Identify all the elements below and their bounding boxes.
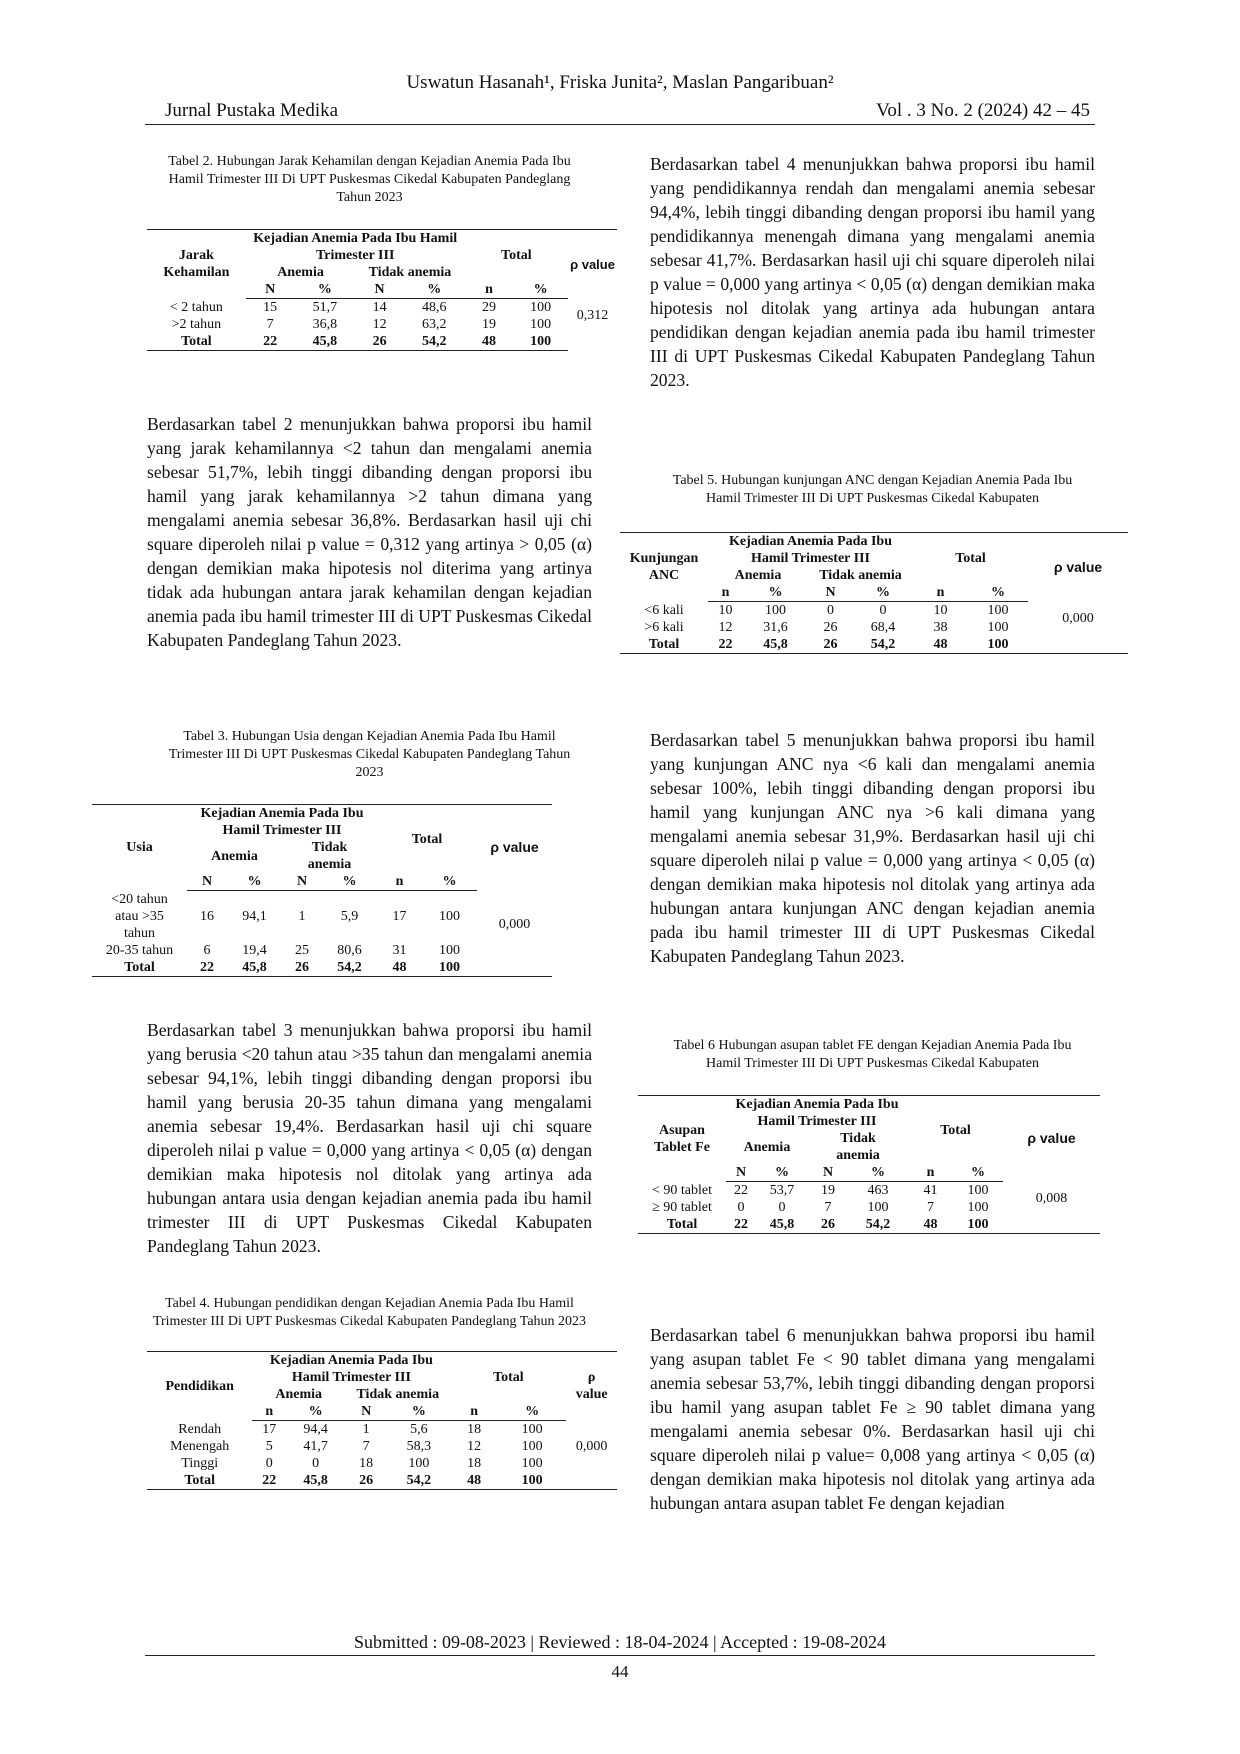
cell: 54,2	[387, 1472, 450, 1490]
cell: 100	[439, 908, 460, 924]
row-label: Total	[620, 636, 708, 654]
table-row-total	[147, 333, 617, 351]
table5	[620, 532, 1128, 654]
cell: 22	[734, 1183, 748, 1198]
table2-total-header: Total	[465, 230, 568, 282]
cell: 100	[530, 317, 552, 332]
table5-unit: %	[853, 584, 913, 602]
row-label: < 90 tablet	[652, 1182, 712, 1198]
cell: 54,2	[848, 1216, 908, 1234]
row-label: >2 tahun	[171, 317, 222, 332]
table3-tidak-header: Tidak anemia	[307, 840, 352, 872]
cell: 7	[266, 317, 274, 332]
cell: 100	[765, 603, 786, 618]
row-label: 20-35 tahun	[105, 942, 174, 958]
table6-p: 0,008	[1035, 1191, 1068, 1207]
row-label: < 2 tahun	[169, 299, 223, 315]
table5-block	[629, 472, 1103, 654]
table4-pvalue-header: ρ value	[566, 1352, 617, 1421]
cell: 0	[778, 1200, 786, 1215]
table5-pvalue-header: ρ value	[1028, 533, 1128, 602]
table5-unit: %	[968, 584, 1028, 602]
cell: 68,4	[870, 620, 896, 635]
table4-p: 0,000	[575, 1438, 608, 1454]
table3-unit: %	[322, 873, 377, 891]
cell: 5,6	[410, 1422, 428, 1437]
cell: 19	[821, 1183, 835, 1198]
cell: 0	[737, 1200, 745, 1215]
cell: 12	[372, 317, 387, 332]
cell: 19	[481, 317, 496, 332]
row-label: Total	[92, 959, 187, 977]
volume-info: Vol . 3 No. 2 (2024) 42 – 45	[876, 100, 1090, 121]
table-row	[147, 1438, 617, 1455]
table-row-total	[638, 1216, 1100, 1234]
table2-unit: %	[404, 281, 465, 299]
table6	[638, 1095, 1100, 1234]
cell: 0	[265, 1456, 273, 1471]
table6-var-header: Asupan Tablet Fe	[638, 1096, 726, 1182]
paragraph-6: Berdasarkan tabel 6 menunjukkan bahwa proporsi ibu hamil yang asupan tablet Fe < 90 tablet dimana yang mengalami anemia sebesar 53,7%, lebih tinggi dibanding dengan proporsi ibu hamil yang asupan tablet Fe ≥ 90 tablet dimana yang mengalami anemia sebesar 0%. Berdasarkan hasil uji chi square diperoleh nilai p value= 0,008 yang artinya < 0,05 (α) dengan demikian maka hipotesis nol ditolak yang artinya ada hubungan antara asupan tablet Fe dengan kejadian	[650, 1325, 1095, 1513]
table5-total-header: Total	[913, 533, 1028, 585]
table4-caption: Tabel 4. Hubungan pendidikan dengan Kejadian Anemia Pada Ibu Hamil Trimester III Di UPT Puskesmas Cikedal Kabupaten Pandeglang Tahun 2023	[152, 1296, 587, 1329]
page-number: 44	[611, 1662, 629, 1681]
cell: 54,2	[853, 636, 913, 654]
table-row	[92, 891, 552, 942]
cell: 53,7	[769, 1183, 795, 1198]
table4-unit: %	[498, 1403, 566, 1421]
cell: 48	[465, 333, 514, 351]
cell: 10	[718, 603, 733, 618]
cell: 16	[200, 908, 214, 924]
cell: 12	[467, 1439, 482, 1454]
cell: 45,8	[743, 636, 808, 654]
cell: 10	[933, 603, 948, 618]
table3-unit: n	[377, 873, 422, 891]
cell: 22	[187, 959, 227, 977]
table5-tidak-header: Tidak anemia	[819, 568, 902, 583]
table2-unit: n	[465, 281, 514, 299]
table2-caption: Tabel 2. Hubungan Jarak Kehamilan dengan Kejadian Anemia Pada Ibu Hamil Trimester III Di UPT Puskesmas Cikedal Kabupaten Pandeglang Tahun 2023	[168, 154, 571, 205]
cell: 1	[298, 908, 306, 924]
paragraph-2: Berdasarkan tabel 2 menunjukkan bahwa proporsi ibu hamil yang jarak kehamilannya <2 tahun dan mengalami anemia sebesar 51,7%, lebih tinggi dibanding dengan proporsi ibu hamil yang jarak kehamilannya >2 tahun dimana yang mengalami anemia sebesar 36,8%. Berdasarkan hasil uji chi square diperoleh nilai p value = 0,312 yang artinya > 0,05 (α) dengan demikian maka hipotesis nol diterima yang artinya tidak ada hubungan antara jarak kehamilan dengan kejadian anemia pada ibu hamil trimester III di UPT Puskesmas Cikedal Kabupaten Pandeglang Tahun 2023.	[147, 414, 592, 650]
cell: 100	[422, 959, 477, 977]
table5-anemia-header: Anemia	[734, 568, 782, 583]
table2-unit: %	[513, 281, 568, 299]
table3-block	[105, 728, 592, 977]
paragraph-3: Berdasarkan tabel 3 menunjukkan bahwa proporsi ibu hamil yang berusia <20 tahun atau >35 tahun dan mengalami anemia sebesar 94,1%, lebih tinggi dibanding dengan proporsi ibu hamil yang berusia 20-35 tahun dimana yang mengalami anemia sebesar 19,4%. Berdasarkan hasil uji chi square diperoleh nilai p value = 0,000 yang artinya < 0,05 (α) dengan demikian maka hipotesis nol ditolak yang artinya ada hubungan antara usia dengan kejadian anemia pada ibu hamil trimester III di UPT Puskesmas Cikedal Kabupaten Pandeglang Tahun 2023.	[147, 1020, 592, 1256]
table2	[147, 229, 617, 351]
cell: 100	[498, 1472, 566, 1490]
cell: 26	[345, 1472, 387, 1490]
table3-unit: N	[187, 873, 227, 891]
cell: 41	[923, 1183, 938, 1198]
cell: 31	[392, 942, 407, 958]
row-label: >6 kali	[644, 620, 684, 635]
cell: 100	[530, 300, 552, 315]
cell: 7	[927, 1200, 934, 1215]
cell: 31,6	[763, 620, 788, 635]
paragraph-3-block	[147, 1018, 592, 1258]
table4-unit: n	[450, 1403, 497, 1421]
cell: 41,7	[303, 1439, 328, 1454]
cell: 100	[439, 942, 460, 958]
row-label: <6 kali	[644, 602, 684, 618]
table3-anemia-header: Anemia	[211, 848, 258, 864]
cell: 18	[467, 1456, 482, 1471]
cell: 14	[372, 300, 387, 315]
row-label: Menengah	[170, 1439, 230, 1454]
table3-group-header: Kejadian Anemia Pada Ibu Hamil Trimester III	[187, 805, 377, 840]
table4-group-header: Kejadian Anemia Pada Ibu Hamil Trimester III	[252, 1352, 450, 1387]
cell: 463	[867, 1183, 889, 1198]
table4-unit: %	[387, 1403, 450, 1421]
journal-name: Jurnal Pustaka Medika	[165, 100, 339, 121]
row-label: Rendah	[178, 1421, 222, 1437]
cell: 100	[968, 636, 1028, 654]
table2-unit: %	[295, 281, 356, 299]
cell: 17	[392, 908, 407, 924]
cell: 22	[252, 1472, 286, 1490]
cell: 18	[467, 1422, 482, 1437]
paragraph-4-block	[650, 152, 1095, 392]
cell: 12	[718, 620, 733, 635]
cell: 100	[867, 1200, 889, 1215]
table4-tidak-header: Tidak anemia	[356, 1387, 440, 1402]
paragraph-4: Berdasarkan tabel 4 menunjukkan bahwa proporsi ibu hamil yang pendidikannya rendah dan mengalami anemia sebesar 94,4%, lebih tinggi dibanding dengan proporsi ibu hamil yang pendidikannya menengah dimana yang mengalami anemia sebesar 41,7%. Berdasarkan hasil uji chi square diperoleh nilai p value = 0,000 yang artinya < 0,05 (α) dengan demikian maka hipotesis nol ditolak yang artinya ada hubungan antara pendidikan dengan kejadian anemia pada ibu hamil trimester III di UPT Puskesmas Cikedal Kabupaten Pandeglang Tahun 2023.	[650, 154, 1095, 390]
table3-unit: N	[282, 873, 322, 891]
table3	[92, 804, 552, 977]
cell: 100	[513, 333, 568, 351]
cell: 6	[203, 942, 211, 958]
table2-unit: N	[246, 281, 295, 299]
cell: 19,4	[242, 942, 267, 958]
table5-caption: Tabel 5. Hubungan kunjungan ANC dengan Kejadian Anemia Pada Ibu Hamil Trimester III Di UPT Puskesmas Cikedal Kabupaten	[672, 473, 1073, 506]
cell: 54,2	[322, 959, 377, 977]
cell: 100	[967, 1183, 989, 1198]
table4-block	[147, 1295, 608, 1490]
table6-anemia-header: Anemia	[743, 1139, 791, 1155]
header-rule	[145, 124, 1095, 125]
table6-unit: N	[808, 1164, 848, 1182]
row-label: ≥ 90 tablet	[652, 1200, 712, 1215]
cell: 25	[295, 942, 309, 958]
table2-anemia-header: Anemia	[277, 265, 324, 280]
table2-group-header: Kejadian Anemia Pada Ibu Hamil Trimester III	[246, 230, 465, 265]
cell: 45,8	[286, 1472, 345, 1490]
cell: 0	[879, 603, 887, 618]
table6-total-header: Total	[908, 1096, 1003, 1165]
cell: 7	[824, 1200, 832, 1215]
paragraph-6-block	[650, 1323, 1095, 1515]
table6-group-header: Kejadian Anemia Pada Ibu Hamil Trimester III	[726, 1096, 908, 1131]
cell: 22	[246, 333, 295, 351]
table3-var-header: Usia	[92, 805, 187, 891]
row-label: <20 tahun atau >35 tahun	[111, 891, 168, 941]
table6-unit: n	[908, 1164, 953, 1182]
submission-dates: Submitted : 09-08-2023 | Reviewed : 18-04-2024 | Accepted : 19-08-2024	[353, 1632, 887, 1652]
table2-unit: N	[355, 281, 404, 299]
cell: 100	[967, 1200, 989, 1215]
table3-total-header: Total	[377, 805, 477, 874]
table-row	[620, 602, 1128, 620]
cell: 80,6	[337, 942, 362, 958]
table4-anemia-header: Anemia	[275, 1387, 323, 1402]
cell: 58,3	[406, 1439, 432, 1454]
table5-group-header: Kejadian Anemia Pada Ibu Hamil Trimester III	[708, 533, 913, 568]
cell: 22	[708, 636, 743, 654]
cell: 17	[262, 1422, 277, 1437]
cell: 48	[908, 1216, 953, 1234]
paragraph-5: Berdasarkan tabel 5 menunjukkan bahwa proporsi ibu hamil yang kunjungan ANC nya <6 kali dan mengalami anemia sebesar 100%, lebih tinggi dibanding dengan proporsi ibu hamil yang kunjungan ANC nya >6 kali dimana yang mengalami anemia sebesar 31,9%. Berdasarkan hasil uji chi square diperoleh nilai p value = 0,000 yang artinya < 0,05 (α) dengan demikian maka hipotesis nol ditolak yang artinya ada hubungan antara kunjungan ANC dengan kejadian anemia pada ibu hamil trimester III di UPT Puskesmas Cikedal Kabupaten Pandeglang Tahun 2023.	[650, 730, 1095, 966]
table6-unit: %	[953, 1164, 1003, 1182]
cell: 29	[481, 300, 496, 315]
cell: 100	[987, 620, 1009, 635]
authors: Uswatun Hasanah¹, Friska Junita², Maslan Pangaribuan²	[406, 72, 834, 93]
table5-unit: n	[913, 584, 968, 602]
cell: 63,2	[422, 317, 447, 332]
cell: 100	[953, 1216, 1003, 1234]
paragraph-2-block	[147, 412, 592, 652]
table-row	[638, 1182, 1100, 1200]
table2-var-header: Jarak Kehamilan	[147, 230, 246, 299]
table5-p: 0,000	[1062, 611, 1094, 627]
table4-unit: %	[286, 1403, 345, 1421]
cell: 45,8	[295, 333, 356, 351]
cell: 1	[362, 1422, 370, 1437]
cell: 36,8	[312, 317, 338, 332]
table5-unit: %	[743, 584, 808, 602]
cell: 51,7	[312, 300, 338, 315]
row-label: Tinggi	[181, 1456, 219, 1471]
table3-pvalue-header: ρ value	[477, 805, 552, 891]
table5-unit: N	[808, 584, 853, 602]
table6-pvalue-header: ρ value	[1003, 1096, 1100, 1182]
table6-tidak-header: Tidak anemia	[836, 1131, 880, 1163]
table3-unit: %	[227, 873, 282, 891]
cell: 0	[827, 603, 834, 618]
cell: 26	[808, 1216, 848, 1234]
cell: 7	[362, 1439, 370, 1454]
cell: 5	[265, 1439, 273, 1454]
cell: 94,4	[303, 1422, 328, 1437]
cell: 100	[987, 603, 1009, 618]
cell: 26	[355, 333, 404, 351]
table2-p: 0,312	[576, 308, 609, 324]
cell: 22	[726, 1216, 756, 1234]
table4-unit: n	[252, 1403, 286, 1421]
cell: 26	[282, 959, 322, 977]
table-row-total	[92, 959, 552, 977]
table3-caption: Tabel 3. Hubungan Usia dengan Kejadian Anemia Pada Ibu Hamil Trimester III Di UPT Puskesmas Cikedal Kabupaten Pandeglang Tahun 2023	[168, 729, 571, 780]
row-label: Total	[638, 1216, 726, 1234]
cell: 48	[377, 959, 422, 977]
cell: 5,9	[340, 908, 359, 924]
table6-caption: Tabel 6 Hubungan asupan tablet FE dengan Kejadian Anemia Pada Ibu Hamil Trimester III Di UPT Puskesmas Cikedal Kabupaten	[673, 1038, 1072, 1071]
cell: 48	[913, 636, 968, 654]
paragraph-5-block	[650, 728, 1095, 968]
table6-unit: %	[848, 1164, 908, 1182]
cell: 18	[359, 1456, 374, 1471]
cell: 26	[823, 620, 838, 635]
table3-p: 0,000	[498, 917, 531, 932]
cell: 26	[808, 636, 853, 654]
table6-unit: N	[726, 1164, 756, 1182]
table-row-total	[147, 1472, 617, 1490]
table6-block	[650, 1037, 1095, 1234]
cell: 94,1	[242, 908, 267, 924]
table2-block	[147, 153, 615, 351]
cell: 100	[408, 1456, 430, 1471]
cell: 45,8	[756, 1216, 808, 1234]
table5-unit: n	[708, 584, 743, 602]
cell: 100	[521, 1439, 543, 1454]
table4-unit: N	[345, 1403, 387, 1421]
cell: 100	[521, 1422, 543, 1437]
cell: 38	[933, 620, 948, 635]
table4-var-header: Pendidikan	[147, 1352, 252, 1421]
table3-unit: %	[422, 873, 477, 891]
cell: 15	[263, 300, 278, 315]
cell: 100	[521, 1456, 543, 1471]
cell: 48,6	[422, 300, 447, 315]
row-label: Total	[147, 1472, 252, 1490]
footer-rule	[145, 1655, 1095, 1656]
table4	[147, 1351, 617, 1490]
table2-tidak-header: Tidak anemia	[368, 265, 452, 280]
cell: 54,2	[404, 333, 465, 351]
cell: 0	[312, 1456, 320, 1471]
table-row	[147, 1421, 617, 1439]
table4-total-header: Total	[450, 1352, 566, 1404]
cell: 45,8	[227, 959, 282, 977]
table-row-total	[620, 636, 1128, 654]
table5-var-header: Kunjungan ANC	[620, 533, 708, 602]
table-row	[147, 316, 617, 333]
table-row	[147, 299, 617, 317]
cell: 48	[450, 1472, 497, 1490]
table-row	[147, 1455, 617, 1472]
table2-pvalue-header: ρ value	[568, 230, 617, 299]
row-label: Total	[147, 333, 246, 351]
table6-unit: %	[756, 1164, 808, 1182]
